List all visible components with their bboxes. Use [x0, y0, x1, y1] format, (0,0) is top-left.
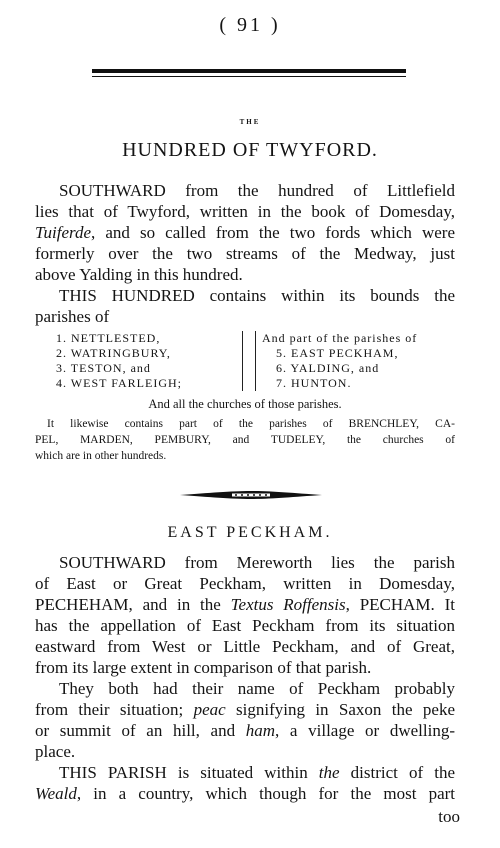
text-line: It likewise contains part of the parishes of BRENCHLEY, CA- [47, 418, 455, 430]
text-line: lies that of Twyford, written in the book of Domesday, [35, 202, 455, 221]
parish-right: 6. YALDING, and [276, 361, 380, 375]
churches-line: And all the churches of those parishes. [148, 397, 342, 411]
text-line: SOUTHWARD from the hundred of Littlefield [59, 181, 455, 200]
brace-divider [242, 331, 256, 346]
intro-paragraph [35, 180, 455, 285]
text-line: has the appellation of East Peckham from its situation [35, 616, 455, 635]
brace-divider [242, 361, 256, 376]
text-line: They both had their name of Peckham probably [59, 679, 455, 698]
text-line: PEL, MARDEN, PEMBURY, and TUDELEY, the churches of [35, 434, 455, 446]
brace-divider [242, 376, 256, 391]
brace-divider [242, 346, 256, 361]
text-line: above Yalding in this hundred. [35, 265, 243, 284]
ornament-divider-icon [180, 489, 322, 501]
page-number: ( 91 ) [219, 14, 281, 36]
text-line: place. [35, 742, 76, 761]
list-item [56, 376, 476, 391]
section-title: EAST PECKHAM. [167, 524, 333, 541]
parish-list [56, 331, 476, 391]
text-line: PECHEHAM, and in the Textus Roffensis, PECHAM. It [35, 595, 456, 614]
page-title: HUNDRED OF TWYFORD. [122, 139, 378, 161]
heading-the: THE [239, 118, 261, 126]
parish-right: 5. EAST PECKHAM, [276, 346, 399, 360]
parish-right: 7. HUNTON. [276, 376, 352, 390]
parish-left: 1. NETTLESTED, [56, 331, 161, 345]
parish-right: And part of the parishes of [262, 331, 418, 345]
text-line: from its large extent in comparison of that parish. [35, 658, 372, 677]
peckham-paragraph-2 [35, 678, 455, 762]
text-line: of East or Great Peckham, written in Domesday, [35, 574, 455, 593]
text-line: Tuiferde, and so called from the two fords which were [35, 223, 455, 242]
text-line: THIS HUNDRED contains within its bounds the [59, 286, 455, 305]
parish-left: 3. TESTON, and [56, 361, 151, 375]
peckham-paragraph-3 [35, 762, 455, 804]
text-line: parishes of [35, 307, 110, 326]
text-line: from their situation; peac signifying in Saxon the peke [35, 700, 455, 719]
text-line: which are in other hundreds. [35, 450, 167, 462]
parish-left: 4. WEST FARLEIGH; [56, 376, 183, 390]
peckham-paragraph-1 [35, 552, 455, 678]
likewise-paragraph [35, 416, 455, 464]
text-line: formerly over the two streams of the Medway, just [35, 244, 455, 263]
list-item [56, 331, 476, 346]
header-rule-thin [92, 76, 406, 77]
parish-left: 2. WATRINGBURY, [56, 346, 171, 360]
header-rule-thick [92, 69, 406, 73]
list-item [56, 361, 476, 376]
text-line: THIS PARISH is situated within the district of the [59, 763, 455, 782]
text-line: eastward from West or Little Peckham, and of Great, [35, 637, 455, 656]
hundred-contains-paragraph [35, 285, 455, 327]
text-line: or summit of an hill, and ham, a village or dwelling- [35, 721, 456, 740]
list-item [56, 346, 476, 361]
text-line: SOUTHWARD from Mereworth lies the parish [59, 553, 455, 572]
text-line: Weald, in a country, which though for the most part [35, 784, 455, 803]
catchword: too [438, 807, 460, 826]
